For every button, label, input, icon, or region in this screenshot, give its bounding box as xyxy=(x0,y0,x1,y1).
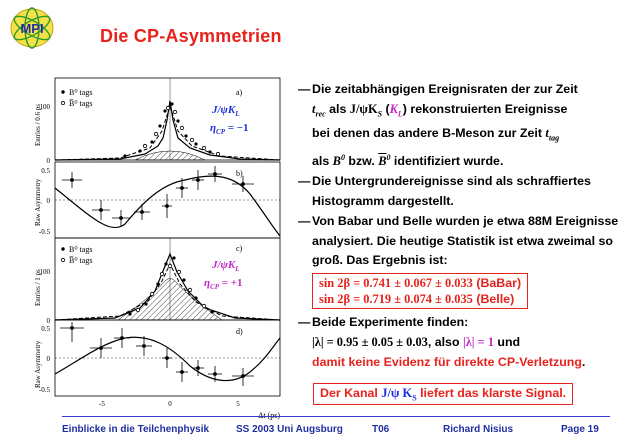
panel-a xyxy=(34,78,280,165)
b1-line4: als $B^0$ bzw. $\overline{B}^0$ identifiziert wurde. xyxy=(312,153,504,169)
b2-text: Die Untergrundereignisse sind als schraffiertes Histogramm dargestellt. xyxy=(312,174,591,209)
ytick-c-100: 100 xyxy=(39,268,50,276)
footer-page: Page 19 xyxy=(561,424,599,435)
xtick-0: 0 xyxy=(168,400,172,408)
legend-b0: B⁰ tags xyxy=(69,88,93,97)
footer-divider xyxy=(62,416,610,417)
ytick-b-zero: 0 xyxy=(46,197,50,205)
result-belle: sin 2β = 0.719 ± 0.074 ± 0.035 (Belle) xyxy=(319,292,515,307)
ytick-b-neg: -0.5 xyxy=(38,228,50,236)
b1-line2: $t_{rec}$ als $J/\psi K_S$ $(K_L)$ rekonstruierten Ereignisse xyxy=(312,101,568,119)
ytick-d-pos: 0.5 xyxy=(41,325,50,333)
footer-course: Einblicke in die Teilchenphysik xyxy=(62,424,210,435)
panel-b xyxy=(34,162,280,238)
panel-tag-c: c) xyxy=(236,244,243,253)
bullet-4: — Beide Experimente finden: |λ| = 0.95 ± 0.05 ± 0.03, also |λ| = 1 und damit keine Evidenz für direkte CP-Verletzung. xyxy=(298,313,623,372)
xtick-neg5: -5 xyxy=(99,400,105,408)
legend-b0-c: B⁰ tags xyxy=(69,245,93,254)
ytick-a-0: 0 xyxy=(46,157,50,165)
channel-label-a: $J/\psi K_L$ xyxy=(212,104,240,118)
bullet-3: — Von Babar und Belle wurden je etwa 88M Ereignisse analysiert. Die heutige Statistik ist etwa zweimal so groß. Das Ergebnis ist: sin 2β = 0.741 ± 0.067 ± 0.033 (BaBar) sin 2β = 0.719 ± 0.074 ± 0.035 (Belle) xyxy=(298,212,623,313)
legend-b0bar: B̅⁰ tags xyxy=(69,99,93,108)
b3-text: Von Babar und Belle wurden je etwa 88M Ereignisse analysiert. Die heutige Statistik ist etwa zweimal so groß. Das Ergebnis ist: xyxy=(312,213,619,268)
ylabel-b: Raw Asymmetry xyxy=(34,178,42,226)
bullet-2: — Die Untergrundereignisse sind als schraffiertes Histogramm dargestellt. xyxy=(298,172,623,212)
result-babar: sin 2β = 0.741 ± 0.067 ± 0.033 (BaBar) xyxy=(319,276,522,291)
legend-b0bar-c: B̅⁰ tags xyxy=(69,256,93,265)
panel-tag-a: a) xyxy=(236,88,243,97)
footer-term: SS 2003 Uni Augsburg xyxy=(236,424,343,435)
conclusion-box: Der Kanal J/ψ $K_S$ liefert das klarste Signal. xyxy=(313,383,573,405)
footer-code: T06 xyxy=(372,424,390,435)
footer-author: Richard Nisius xyxy=(443,424,514,435)
bullet-1 xyxy=(298,80,623,172)
b4-line2: |λ| = 0.95 ± 0.05 ± 0.03, also |λ| = 1 und xyxy=(312,335,521,350)
b4-line3: damit keine Evidenz für direkte CP-Verletzung. xyxy=(312,354,586,369)
b1-line1: Die zeitabhängigen Ereignisraten der zur Zeit xyxy=(312,82,578,96)
bullet-dash: — xyxy=(298,82,311,96)
panel-d xyxy=(34,320,280,396)
panel-tag-b: b) xyxy=(236,169,243,178)
ytick-c-0: 0 xyxy=(46,317,50,325)
asymmetry-plots xyxy=(0,76,290,426)
result-box xyxy=(312,273,528,309)
footer xyxy=(0,424,631,438)
ytick-d-neg: -0.5 xyxy=(38,386,50,394)
ytick-a-100: 100 xyxy=(39,103,50,111)
b1-line3: bei denen das andere B-Meson zur Zeit $t_{tag}$ xyxy=(312,126,560,143)
ytick-b-pos: 0.5 xyxy=(41,167,50,175)
panel-tag-d: d) xyxy=(236,327,243,336)
logo-text: MPI xyxy=(20,21,44,36)
eta-label-c: $\eta_{CP} = +1$ xyxy=(204,277,243,291)
ylabel-d: Raw Asymmetry xyxy=(34,340,42,388)
xtick-5: 5 xyxy=(236,400,240,408)
ylabel-a: Entries / 0.6 ps xyxy=(34,104,42,146)
page-title: Die CP-Asymmetrien xyxy=(100,26,282,46)
eta-label-a: $\eta_{CP} = -1$ xyxy=(210,122,249,136)
ytick-d-zero: 0 xyxy=(46,355,50,363)
channel-label-c: $J/\psi K_L$ xyxy=(212,259,240,273)
mpi-logo xyxy=(8,6,56,50)
panel-c xyxy=(34,238,280,325)
bullet-list xyxy=(298,80,623,373)
ylabel-c: Entries / 1 ps xyxy=(34,269,42,306)
b4-line1: Beide Experimente finden: xyxy=(312,315,469,330)
